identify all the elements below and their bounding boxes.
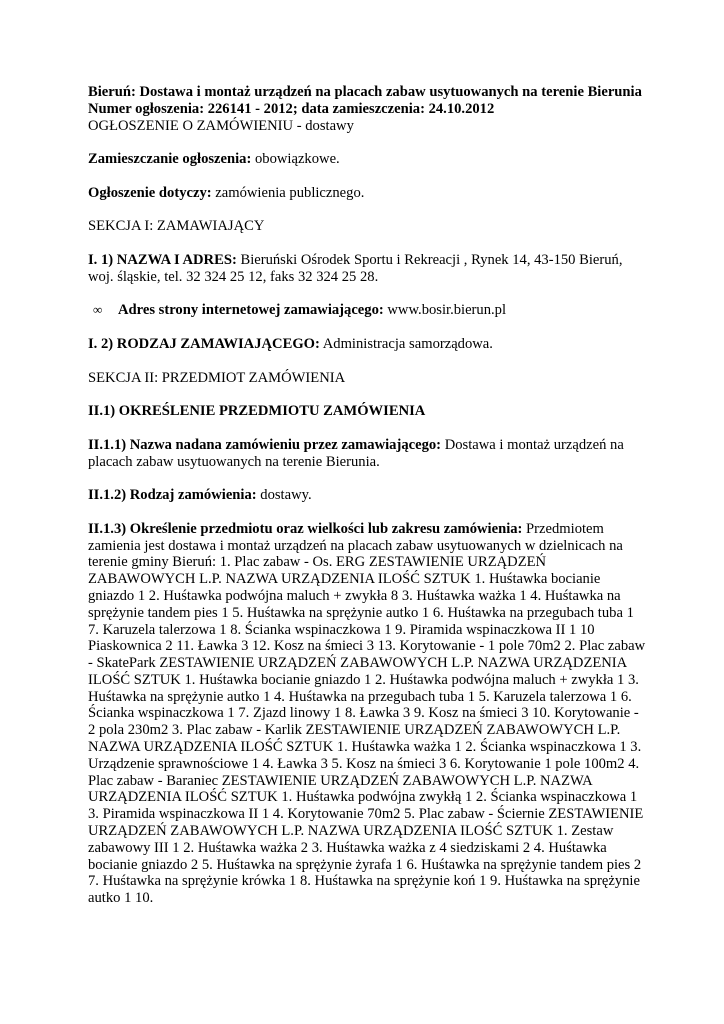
- concerns-field: [88, 185, 648, 202]
- publication-field: [88, 151, 648, 168]
- subject-heading: II.1) OKREŚLENIE PRZEDMIOTU ZAMÓWIENIA: [88, 403, 426, 420]
- name-and-address-value: Bieruński Ośrodek Sportu i Rekreacji , Rynek 14, 43-150 Bieruń, woj. śląskie, tel. 32 324 25 12, faks 32 324 25 28.: [88, 251, 623, 285]
- name-and-address-field: [88, 252, 648, 286]
- section-2-subheading: [88, 403, 648, 420]
- contract-kind-value: dostawy.: [256, 487, 312, 504]
- contract-kind-field: [88, 487, 648, 504]
- contract-scope-value: Przedmiotem zamienia jest dostawa i montaż urządzeń na placach zabaw usytuowanych w dzielnicach na terenie gminy Bieruń: 1. Plac zabaw - Os. ERG ZESTAWIENIE URZĄDZEŃ ZABAWOWYCH L.P. NAZWA URZĄDZENIA ILOŚĆ SZTUK 1. Huśtawka bocianie gniazdo 1 2. Huśtawka podwójna maluch + zwykła 8 3. Huśtawka ważka 1 4. Huśtawka na sprężynie tandem pies 1 5. Huśtawka na sprężynie autko 1 6. Huśtawka na przegubach tuba 1 7. Karuzela talerzowa 1 8. Ścianka wspinaczkowa 1 9. Piramida wspinaczkowa II 1 10 Piaskownica 2 11. Ławka 3 12. Kosz na śmieci 3 13. Korytowanie - 1 pole 70m2 2. Plac zabaw - SkatePark ZESTAWIENIE URZĄDZEŃ ZABAWOWYCH L.P. NAZWA URZĄDZENIA ILOŚĆ SZTUK 1. Huśtawka bocianie gniazdo 1 2. Huśtawka podwójna maluch + zwykła 1 3. Huśtawka na sprężynie autko 1 4. Huśtawka na przegubach tuba 1 5. Karuzela talerzowa 1 6. Ścianka wspinaczkowa 1 7. Zjazd linowy 1 8. Ławka 3 9. Kosz na śmieci 3 10. Korytowanie - 2 pola 230m2 3. Plac zabaw - Karlik ZESTAWIENIE URZĄDZEŃ ZABAWOWYCH L.P. NAZWA URZĄDZENIA ILOŚĆ SZTUK 1. Huśtawka ważka 1 2. Ścianka wspinaczkowa 1 3. Urządzenie sprawnościowe 1 4. Ławka 3 5. Kosz na śmieci 3 6. Korytowanie 1 pole 100m2 4. Plac zabaw - Baraniec ZESTAWIENIE URZĄDZEŃ ZABAWOWYCH L.P. NAZWA URZĄDZENIA ILOŚĆ SZTUK 1. Huśtawka podwójna zwykłą 1 2. Ścianka wspinaczkowa 1 3. Piramida wspinaczkowa II 1 4. Korytowanie 70m2 5. Plac zabaw - Ściernie ZESTAWIENIE URZĄDZEŃ ZABAWOWYCH L.P. NAZWA URZĄDZENIA ILOŚĆ SZTUK 1. Zestaw zabawowy III 1 2. Huśtawka ważka 2 3. Huśtawka ważka z 4 siedziskami 2 4. Huśtawka bocianie gniazdo 2 5. Huśtawka na sprężynie żyrafa 1 6. Huśtawka na sprężynie tandem pies 2 7. Huśtawka na sprężynie krówka 1 8. Huśtawka na sprężynie koń 1 9. Huśtawka na sprężynie autko 1 10.: [88, 520, 646, 907]
- notice-number: Numer ogłoszenia: 226141 - 2012; data zamieszczenia: 24.10.2012: [88, 100, 495, 117]
- contract-name-field: [88, 437, 648, 471]
- publication-value: obowiązkowe.: [251, 151, 340, 168]
- website-value: www.bosir.bierun.pl: [383, 302, 507, 319]
- section-1-heading: SEKCJA I: ZAMAWIAJĄCY: [88, 218, 265, 235]
- name-and-address-label: I. 1) NAZWA I ADRES:: [88, 251, 237, 268]
- contracting-type-value: Administracja samorządowa.: [319, 335, 493, 352]
- notice-title-block: [88, 84, 648, 134]
- notice-type: OGŁOSZENIE O ZAMÓWIENIU - dostawy: [88, 117, 354, 134]
- contracting-type-label: I. 2) RODZAJ ZAMAWIAJĄCEGO:: [88, 335, 320, 352]
- contract-name-label: II.1.1) Nazwa nadana zamówieniu przez zamawiającego:: [88, 436, 442, 453]
- publication-label: Zamieszczanie ogłoszenia:: [88, 151, 252, 168]
- notice-title: Bieruń: Dostawa i montaż urządzeń na placach zabaw usytuowanych na terenie Bierunia: [88, 84, 642, 100]
- document-page: [88, 84, 648, 907]
- contract-scope-label: II.1.3) Określenie przedmiotu oraz wielkości lub zakresu zamówienia:: [88, 520, 523, 537]
- contracting-type-field: [88, 336, 648, 353]
- infinity-bullet-icon: ∞: [93, 302, 103, 318]
- website-field: [88, 302, 648, 319]
- section-2-heading: SEKCJA II: PRZEDMIOT ZAMÓWIENIA: [88, 369, 346, 386]
- concerns-label: Ogłoszenie dotyczy:: [88, 184, 212, 201]
- contract-name-value: Dostawa i montaż urządzeń na placach zabaw usytuowanych na terenie Bierunia.: [88, 436, 624, 470]
- website-label: Adres strony internetowej zamawiającego:: [118, 302, 384, 319]
- concerns-value: zamówienia publicznego.: [211, 184, 365, 201]
- contract-kind-label: II.1.2) Rodzaj zamówienia:: [88, 487, 257, 504]
- contract-scope-field: [88, 521, 648, 907]
